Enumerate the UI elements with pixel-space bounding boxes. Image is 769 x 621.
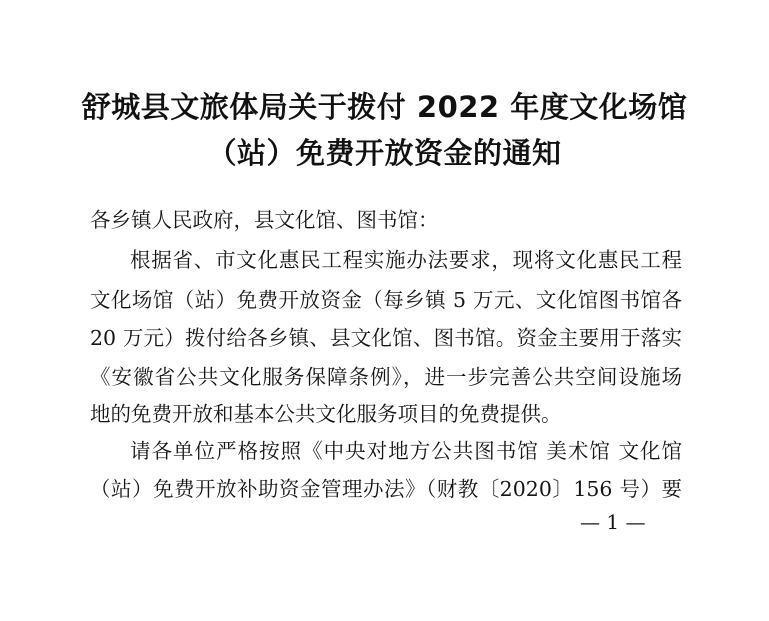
- paragraph-2-line-2: （站）免费开放补助资金管理办法》（财教〔2020〕156 号）要: [90, 477, 682, 501]
- paragraph-1-line-1: 根据省、市文化惠民工程实施办法要求，现将文化惠民工程: [130, 248, 682, 272]
- page-number: — 1 —: [580, 510, 646, 534]
- paragraph-1-line-4: 《安徽省公共文化服务保障条例》，进一步完善公共空间设施场: [90, 365, 682, 389]
- salutation: 各乡镇人民政府，县文化馆、图书馆：: [90, 208, 439, 232]
- document-title-line-2: （站）免费开放资金的通知: [207, 136, 562, 170]
- document-title-line-1: 舒城县文旅体局关于拨付 2022 年度文化场馆: [81, 90, 688, 124]
- paragraph-2-line-1: 请各单位严格按照《中央对地方公共图书馆 美术馆 文化馆: [130, 439, 682, 463]
- paragraph-1-line-2: 文化场馆（站）免费开放资金（每乡镇 5 万元、文化馆图书馆各: [90, 288, 682, 312]
- paragraph-1-line-5: 地的免费开放和基本公共文化服务项目的免费提供。: [90, 402, 562, 426]
- paragraph-1-line-3: 20 万元）拨付给各乡镇、县文化馆、图书馆。资金主要用于落实: [90, 326, 682, 350]
